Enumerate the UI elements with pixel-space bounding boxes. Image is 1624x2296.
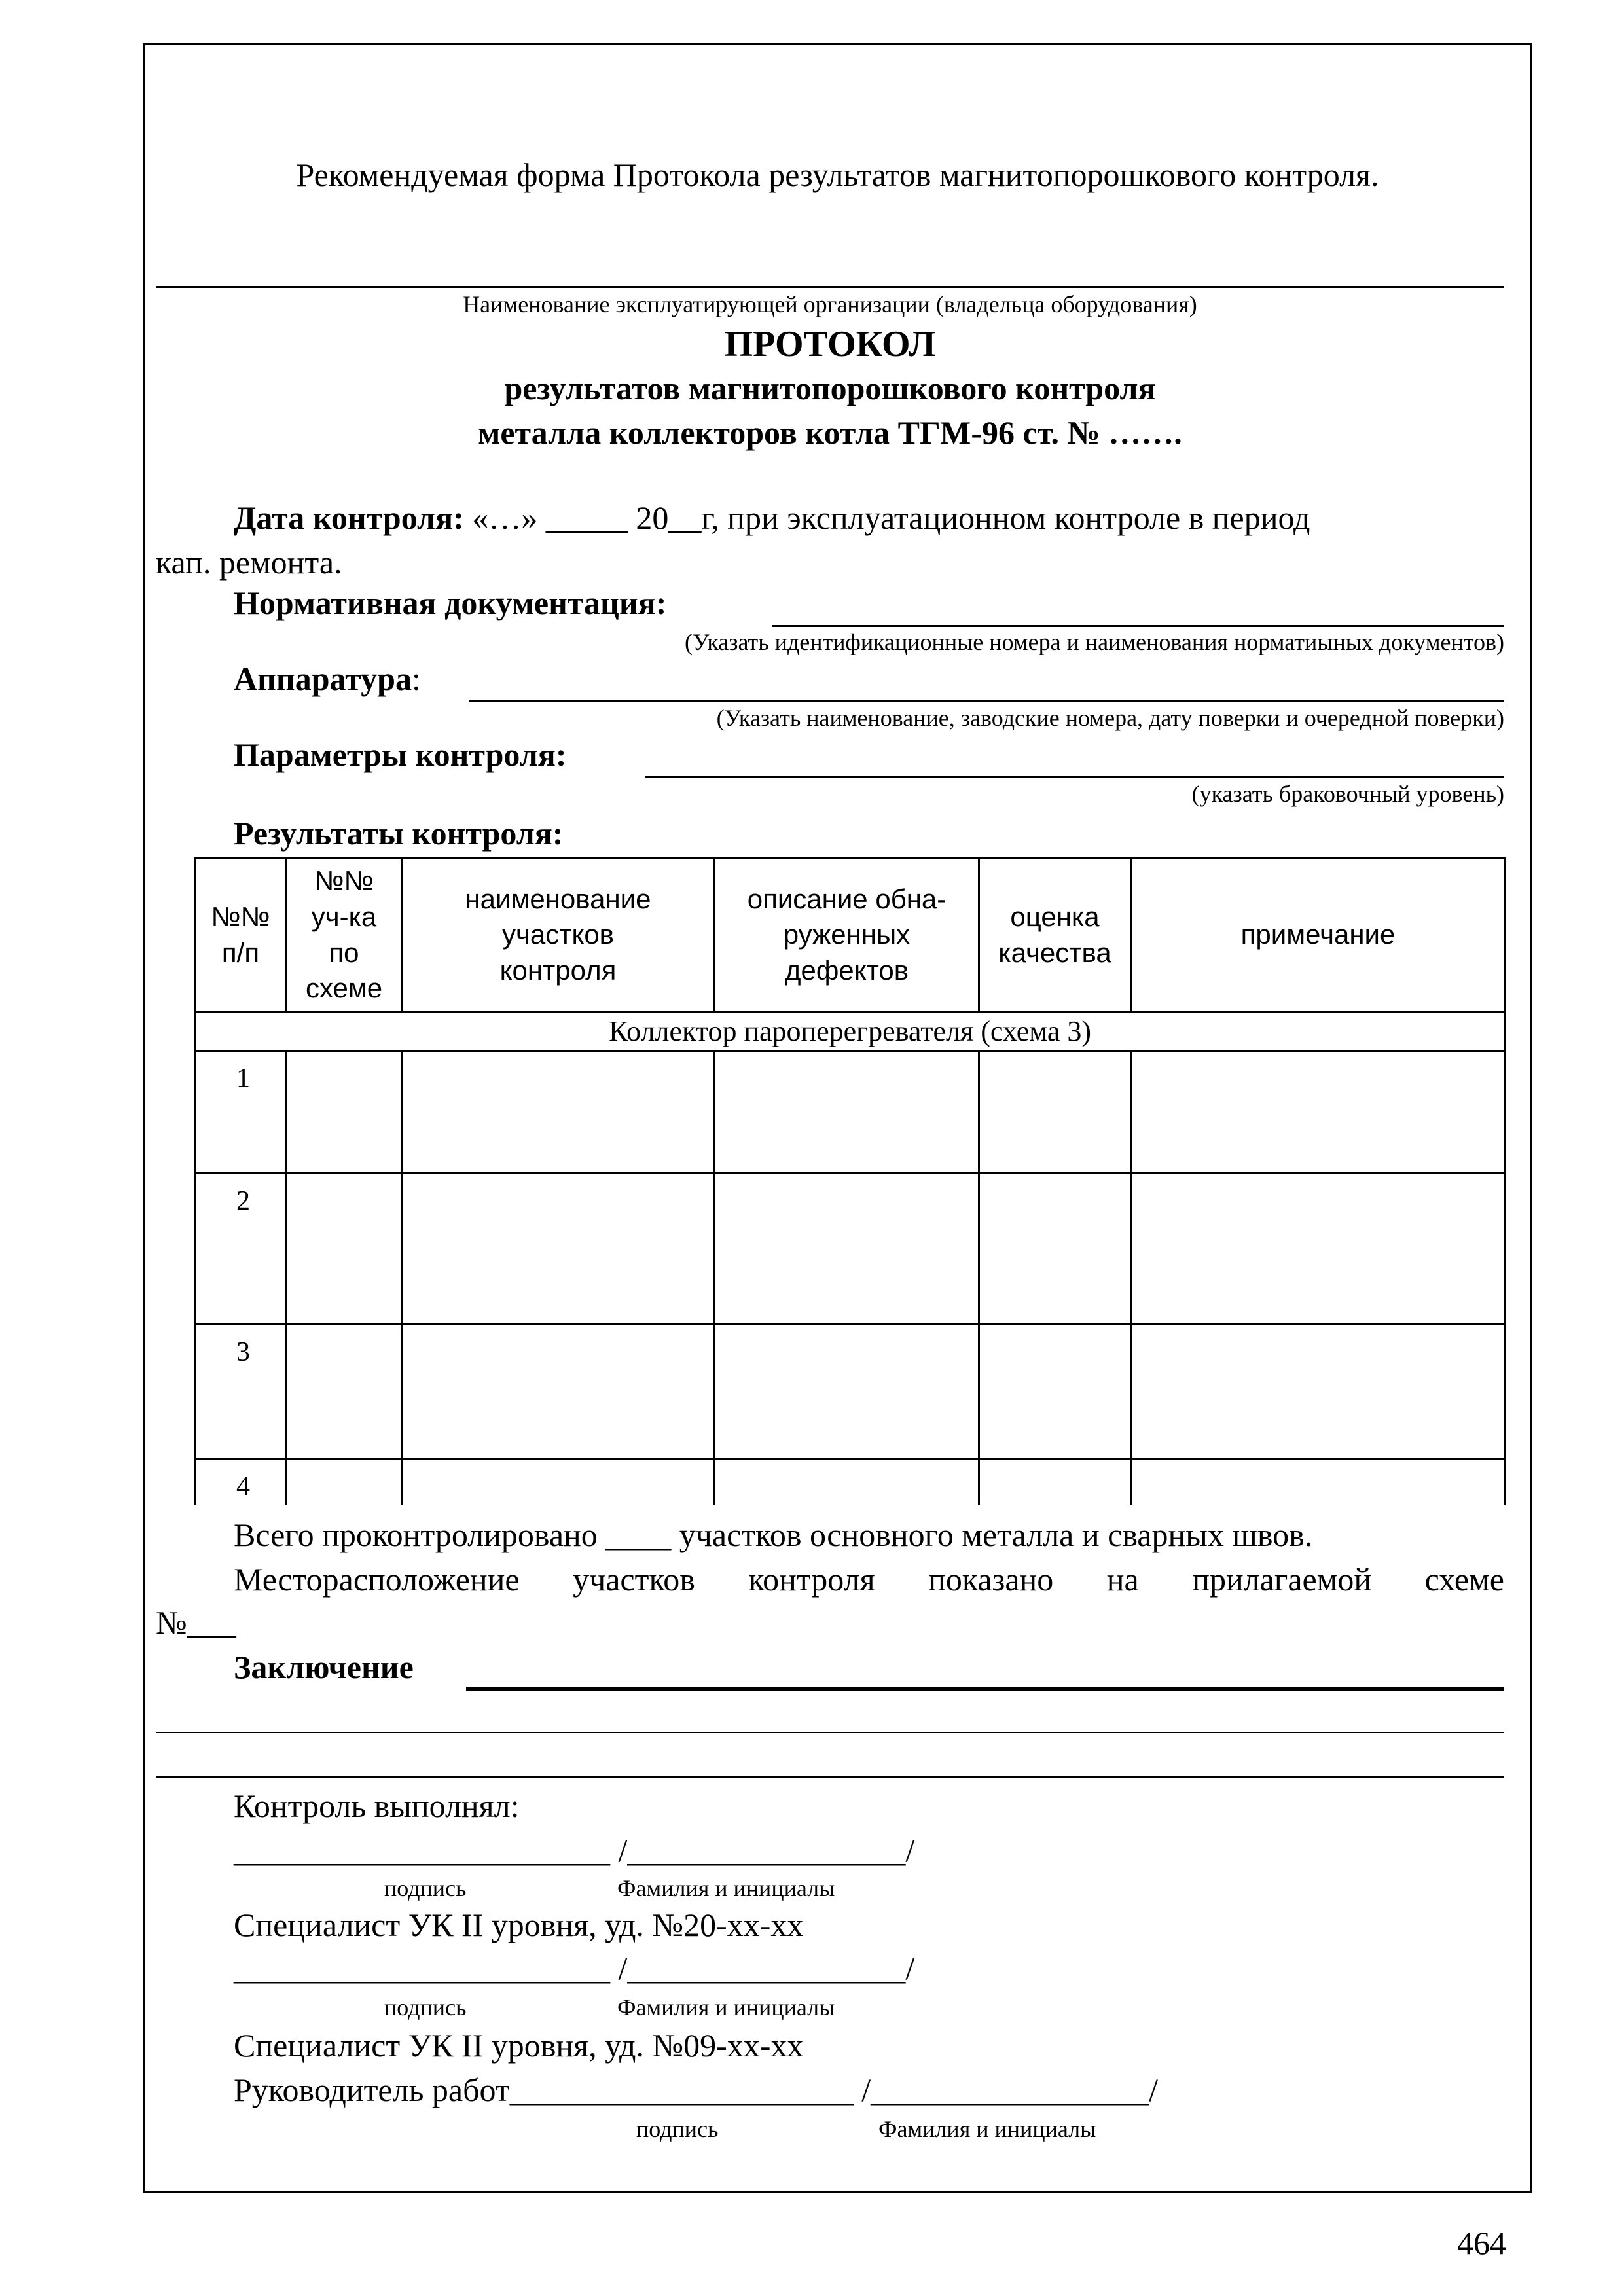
table-row <box>195 1051 1506 1174</box>
params-caption: (указать браковочный уровень) <box>1191 781 1504 807</box>
org-name-caption: Наименование эксплуатирующей организации (владельца оборудования) <box>463 291 1197 317</box>
head-of-work-signature: _____________________ /_________________/ <box>509 2072 1159 2108</box>
apparatus-label: Аппаратура <box>234 660 412 697</box>
apparatus-colon: : <box>411 660 421 697</box>
header-row-number: №№ п/п <box>195 859 287 1012</box>
table-row <box>195 1459 1506 1506</box>
protocol-title: ПРОТОКОЛ <box>724 324 936 365</box>
params-label: Параметры контроля: <box>234 736 567 773</box>
apparatus-line-blank <box>469 700 1504 702</box>
table-row <box>195 1174 1506 1325</box>
date-label: Дата контроля: <box>234 499 464 536</box>
date-line <box>234 499 1310 537</box>
specialist-2: Специалист УК II уровня, уд. №09-хх-хх <box>234 2027 804 2064</box>
date-text: «…» _____ 20__г, при эксплуатационном контроле в период <box>463 499 1310 536</box>
total-checked-text: Всего проконтролировано ____ участков основного металла и сварных швов. <box>234 1516 1313 1553</box>
norm-doc-caption: (Указать идентификационные номера и наименования норматиыных документов) <box>685 629 1504 655</box>
signature-caption-name-3: Фамилия и инициалы <box>878 2116 1096 2142</box>
location-continuation: №___ <box>156 1604 236 1641</box>
page-number: 464 <box>1457 2225 1506 2261</box>
header-quality-assessment: оценка качества <box>979 859 1131 1012</box>
form-title: Рекомендуемая форма Протокола результатов магнитопорошкового контроля. <box>296 156 1379 193</box>
org-name-line <box>156 286 1504 288</box>
params-line <box>645 776 1504 778</box>
table-header-row <box>195 859 1506 1012</box>
head-of-work-label: Руководитель работ <box>234 2072 510 2108</box>
table-row <box>195 1325 1506 1459</box>
signature-caption-sign-2: подпись <box>384 1994 467 2020</box>
signature-line-1: _______________________ /_________________/ <box>234 1832 915 1869</box>
row-number: 2 <box>195 1174 287 1325</box>
signature-line-2: _______________________ /_________________/ <box>234 1950 915 1986</box>
conclusion-line-2 <box>156 1732 1504 1733</box>
header-section-number: №№ уч-ка по схеме <box>287 859 402 1012</box>
results-table <box>194 857 1506 1505</box>
conclusion-line <box>466 1687 1504 1691</box>
header-section-name: наименование участков контроля <box>402 859 715 1012</box>
apparatus-caption: (Указать наименование, заводские номера, дату поверки и очередной поверки) <box>716 705 1504 731</box>
performed-label: Контроль выполнял: <box>234 1787 520 1824</box>
signature-caption-sign-1: подпись <box>384 1875 467 1901</box>
protocol-subtitle-1: результатов магнитопорошкового контроля <box>504 370 1156 406</box>
protocol-subtitle-2: металла коллекторов котла ТГМ-96 ст. № ……. <box>478 414 1182 451</box>
signature-caption-sign-3: подпись <box>636 2116 719 2142</box>
section-title: Коллектор пароперегревателя (схема 3) <box>195 1012 1506 1051</box>
row-number: 1 <box>195 1051 287 1174</box>
header-defect-description: описание обна- руженных дефектов <box>715 859 979 1012</box>
signature-caption-name-2: Фамилия и инициалы <box>617 1994 835 2020</box>
location-text: Месторасположение участков контроля показано на прилагаемой схеме <box>234 1561 1504 1598</box>
results-label: Результаты контроля: <box>234 815 564 852</box>
table-section-row <box>195 1012 1506 1051</box>
specialist-1: Специалист УК II уровня, уд. №20-хх-хх <box>234 1907 804 1943</box>
norm-doc-label: Нормативная документация: <box>234 584 667 621</box>
apparatus-line <box>234 660 421 698</box>
header-note: примечание <box>1131 859 1506 1012</box>
signature-caption-name-1: Фамилия и инициалы <box>617 1875 835 1901</box>
date-continuation: кап. ремонта. <box>156 544 342 581</box>
row-number: 3 <box>195 1325 287 1459</box>
head-of-work-line <box>234 2071 1158 2109</box>
norm-doc-line <box>772 625 1504 627</box>
conclusion-label: Заключение <box>234 1649 414 1685</box>
conclusion-line-3 <box>156 1776 1504 1778</box>
row-number: 4 <box>195 1459 287 1506</box>
